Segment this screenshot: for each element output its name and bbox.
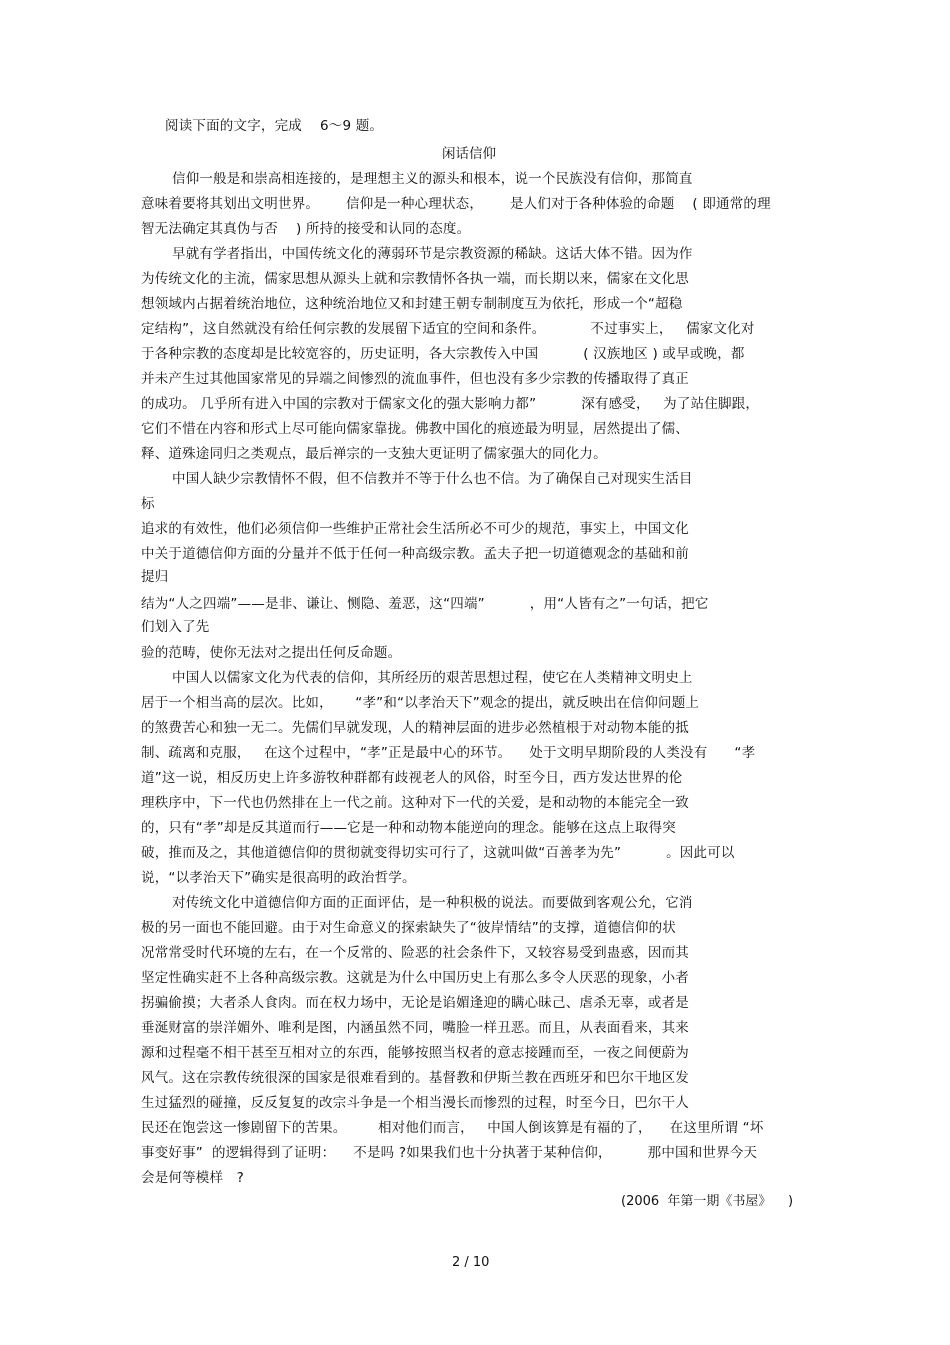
body-line: 对传统文化中道德信仰方面的正面评估，是一种积极的说法。而要做到客观公允，它消 bbox=[172, 895, 693, 911]
body-line: 风气。这在宗教传统很深的国家是很难看到的。基督教和伊斯兰教在西班牙和巴尔干地区发 bbox=[141, 1070, 689, 1086]
body-line: 想领域内占据着统治地位，这种统治地位又和封建王朝专制制度互为依托，形成一个“超稳 bbox=[141, 296, 683, 312]
body-line: 于各种宗教的态度却是比较宽容的，历史证明，各大宗教传入中国 ( 汉族地区 ) 或早或晚，都 bbox=[141, 346, 745, 362]
article-title: 闲话信仰 bbox=[442, 146, 496, 162]
instruction-line: 阅读下面的文字，完成 6～9 题。 bbox=[165, 118, 384, 134]
body-line: 中国人缺少宗教情怀不假，但不信教并不等于什么也不信。为了确保自己对现实生活目 bbox=[172, 471, 693, 487]
body-line: 极的另一面也不能回避。由于对生命意义的探索缺失了“彼岸情结”的支撑，道德信仰的状 bbox=[141, 920, 676, 936]
body-line: 垂涎财富的崇洋媚外、唯利是图，内涵虽然不同，嘴脸一样丑恶。而且，从表面看来，其来 bbox=[141, 1020, 689, 1036]
body-line: 信仰一般是和崇高相连接的，是理想主义的源头和根本，说一个民族没有信仰，那简直 bbox=[172, 171, 693, 187]
body-line: 会是何等模样 ? bbox=[141, 1170, 245, 1186]
body-line: 坚定性确实赶不上各种高级宗教。这就是为什么中国历史上有那么多令人厌恶的现象，小者 bbox=[141, 970, 689, 986]
body-line: 早就有学者指出，中国传统文化的薄弱环节是宗教资源的稀缺。这话大体不错。因为作 bbox=[172, 246, 693, 262]
body-line: 源和过程毫不相干甚至互相对立的东西，能够按照当权者的意志接踵而至，一夜之间便蔚为 bbox=[141, 1045, 689, 1061]
body-line: 们划入了先 bbox=[141, 619, 210, 635]
page-number: 2 / 10 bbox=[452, 1255, 490, 1270]
body-line: 意味着要将其划出文明世界。 信仰是一种心理状态， 是人们对于各种体验的命题 ( 即通常的理 bbox=[141, 196, 771, 212]
body-line: 释、道殊途同归之类观点，最后禅宗的一支独大更证明了儒家强大的同化力。 bbox=[141, 446, 607, 462]
body-line: 的，只有“孝”却是反其道而行——它是一种和动物本能逆向的理念。能够在这点上取得突 bbox=[141, 820, 676, 836]
body-line: 追求的有效性，他们必须信仰一些维护正常社会生活所必不可少的规范，事实上，中国文化 bbox=[141, 521, 689, 537]
body-line: 破，推而及之，其他道德信仰的贯彻就变得切实可行了，这就叫做“百善孝为先” 。因此可以 bbox=[141, 845, 735, 861]
body-line: 民还在饱尝这一惨剧留下的苦果。 相对他们而言， 中国人倒该算是有福的了， 在这里所谓 “坏 bbox=[141, 1120, 764, 1136]
body-line: 况常常受时代环境的左右，在一个反常的、险恶的社会条件下，又较容易受到蛊惑，因而其 bbox=[141, 945, 689, 961]
body-line: 中国人以儒家文化为代表的信仰，其所经历的艰苦思想过程，使它在人类精神文明史上 bbox=[172, 670, 693, 686]
body-line: 生过猛烈的碰撞，反反复复的改宗斗争是一个相当漫长而惨烈的过程，时至今日，巴尔干人 bbox=[141, 1095, 689, 1111]
body-line: 道”这一说，相反历史上许多游牧种群都有歧视老人的风俗，时至今日，西方发达世界的伦 bbox=[141, 770, 683, 786]
source-citation: (2006 年第一期《书屋》 ) bbox=[621, 1194, 794, 1209]
body-line: 的成功。 几乎所有进入中国的宗教对于儒家文化的强大影响力都” 深有感受， 为了站住脚跟， bbox=[141, 396, 760, 412]
body-line: 定结构”，这自然就没有给任何宗教的发展留下适宜的空间和条件。 不过事实上， 儒家文化对 bbox=[141, 321, 755, 337]
body-line: 并未产生过其他国家常见的异端之间惨烈的流血事件，但也没有多少宗教的传播取得了真正 bbox=[141, 371, 689, 387]
body-line: 为传统文化的主流，儒家思想从源头上就和宗教情怀各执一端，而长期以来，儒家在文化思 bbox=[141, 271, 689, 287]
body-line: 标 bbox=[141, 496, 155, 512]
body-line: 的煞费苦心和独一无二。先儒们早就发现，人的精神层面的进步必然植根于对动物本能的抵 bbox=[141, 720, 689, 736]
body-line: 制、疏离和克服， 在这个过程中，“孝”正是最中心的环节。 处于文明早期阶段的人类没有 “孝 bbox=[141, 745, 756, 761]
body-line: 智无法确定其真伪与否 ) 所持的接受和认同的态度。 bbox=[141, 221, 471, 237]
body-line: 说，“以孝治天下”确实是很高明的政治哲学。 bbox=[141, 870, 416, 886]
body-line: 提归 bbox=[141, 569, 169, 585]
body-line: 中关于道德信仰方面的分量并不低于任何一种高级宗教。孟夫子把一切道德观念的基础和前 bbox=[141, 546, 689, 562]
body-line: 它们不惜在内容和形式上尽可能向儒家靠拢。佛教中国化的痕迹最为明显，居然提出了儒、 bbox=[141, 421, 689, 437]
body-line: 理秩序中，下一代也仍然排在上一代之前。这种对下一代的关爱，是和动物的本能完全一致 bbox=[141, 795, 689, 811]
body-line: 结为“人之四端”——是非、谦让、恻隐、羞恶，这“四端” ，用“人皆有之”一句话，把它 bbox=[141, 596, 709, 612]
body-line: 验的范畴，使你无法对之提出任何反命题。 bbox=[141, 645, 402, 661]
body-line: 拐骗偷摸；大者杀人食肉。而在权力场中，无论是谄媚逢迎的瞒心昧己、虐杀无辜，或者是 bbox=[141, 995, 689, 1011]
body-line: 居于一个相当高的层次。比如， “孝”和“以孝治天下”观念的提出，就反映出在信仰问题上 bbox=[141, 695, 700, 711]
body-line: 事变好事” 的逻辑得到了证明： 不是吗 ?如果我们也十分执著于某种信仰， 那中国和世界今天 bbox=[141, 1145, 758, 1161]
